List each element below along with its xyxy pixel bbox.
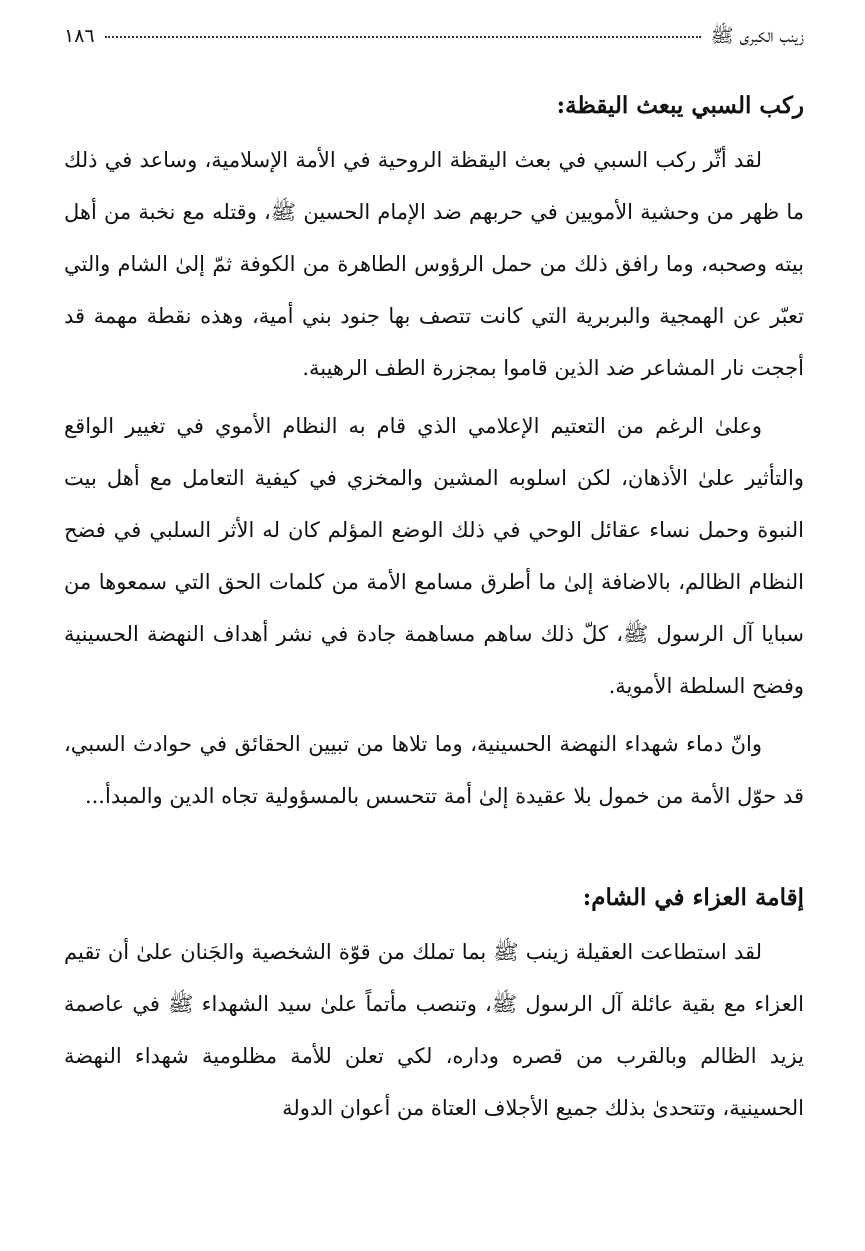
- dotted-leader: [105, 36, 701, 38]
- paragraph: وانّ دماء شهداء النهضة الحسينية، وما تلاها من تبيين الحقائق في حوادث السبي، قد حوّل الأمة من خمول بلا عقيدة إلىٰ أمة تتحسس بالمسؤولية تجاه الدين والمبدأ...: [64, 732, 804, 808]
- running-header: [64, 24, 804, 64]
- paragraph: لقد استطاعت العقيلة زينب ﷺ بما تملك من قوّة الشخصية والجَنان علىٰ أن تقيم العزاء مع بقية عائلة آل الرسول ﷺ، وتنصب مأتماً علىٰ سيد الشهداء ﷺ في عاصمة يزيد الظالم وبالقرب من قصره وداره، لكي تعلن للأمة مظلومية شهداء النهضة الحسينية، وتتحدىٰ بذلك جميع الأجلاف العتاة من أعوان الدولة: [64, 940, 804, 1120]
- section-heading-mourning: إقامة العزاء في الشام:: [582, 884, 804, 911]
- book-page: [64, 24, 804, 1140]
- paragraph: وعلىٰ الرغم من التعتيم الإعلامي الذي قام به النظام الأموي في تغيير الواقع والتأثير علىٰ الأذهان، لكن اسلوبه المشين والمخزي في كيفية التعامل مع أهل بيت النبوة وحمل نساء عقائل الوحي في ذلك الوضع المؤلم كان له الأثر السلبي في فضح النظام الظالم، بالاضافة إلىٰ ما أطرق مسامع الأمة من كلمات الحق التي سمعوها من سبايا آل الرسول ﷺ، كلّ ذلك ساهم مساهمة جادة في نشر أهداف النهضة الحسينية وفضح السلطة الأموية.: [64, 414, 804, 698]
- book-title: زينب الكبرى ﷺ: [710, 25, 804, 47]
- section-heading-procession: ركب السبي يبعث اليقظة:: [556, 92, 804, 119]
- page-number: ١٨٦: [64, 25, 95, 47]
- paragraph: لقد أثّر ركب السبي في بعث اليقظة الروحية في الأمة الإسلامية، وساعد في ذلك ما ظهر من وحشية الأمويين في حربهم ضد الإمام الحسين ﷺ، وقتله مع نخبة من أهل بيته وصحبه، وما رافق ذلك من حمل الرؤوس الطاهرة من الكوفة ثمّ إلىٰ الشام والتي تعبّر عن الهمجية والبربرية التي كانت تتصف بها جنود بني أمية، وهذه نقطة مهمة قد أججت نار المشاعر ضد الذين قاموا بمجزرة الطف الرهيبة.: [64, 148, 804, 380]
